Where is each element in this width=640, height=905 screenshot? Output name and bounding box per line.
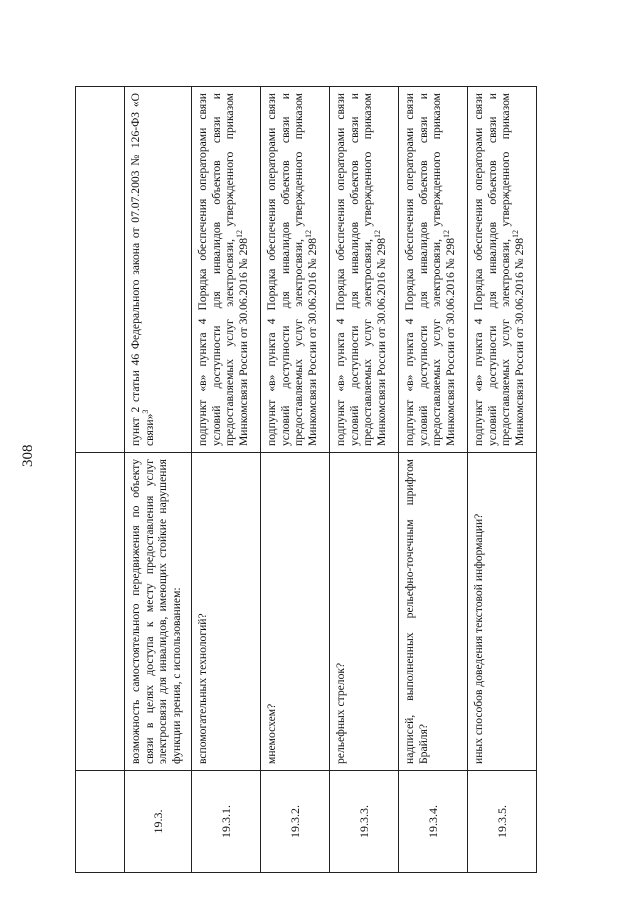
criterion-text: мнемосхем? — [261, 453, 330, 771]
reference-text — [261, 87, 330, 453]
criterion-text — [76, 453, 125, 771]
reference-body: подпункт «в» пункта 4 Порядка обеспечения операторами связи условий доступности для инвалидов объектов связи и предоставляемых услуг электросвязи, утвержденного приказом Минкомсвязи России от 30.06.2016 № 298 — [472, 93, 527, 446]
reference-text — [399, 87, 468, 453]
reference-body: подпункт «в» пункта 4 Порядка обеспечения операторами связи условий доступности для инвалидов объектов связи и предоставляемых услуг электросвязи, утвержденного приказом Минкомсвязи России от 30.06.2016 № 298 — [265, 93, 320, 446]
table-row — [261, 87, 330, 873]
reference-body: подпункт «в» пункта 4 Порядка обеспечения операторами связи условий доступности для инвалидов объектов связи и предоставляемых услуг электросвязи, утвержденного приказом Минкомсвязи России от 30.06.2016 № 298 — [334, 93, 389, 446]
table-row — [76, 87, 125, 873]
criterion-text: рельефных стрелок? — [330, 453, 399, 771]
item-number: 19.3.2. — [261, 771, 330, 873]
criterion-text: возможность самостоятельного передвижения по объекту связи в целях доступа к месту предоставления услуг электросвязи для инвалидов, имеющих стойкие нарушения функции зрения, с использованием: — [125, 453, 192, 771]
table-row — [330, 87, 399, 873]
item-number: 19.3.3. — [330, 771, 399, 873]
item-number: 19.3.4. — [399, 771, 468, 873]
table-row — [125, 87, 192, 873]
footnote-ref: 12 — [373, 229, 383, 238]
footnote-ref: 12 — [442, 229, 452, 238]
footnote-ref: 3 — [140, 409, 150, 414]
checklist-table — [75, 86, 537, 873]
page-number: 308 — [20, 444, 36, 467]
reference-body: подпункт «в» пункта 4 Порядка обеспечения операторами связи условий доступности для инвалидов объектов связи и предоставляемых услуг электросвязи, утвержденного приказом Минкомсвязи России от 30.06.2016 № 298 — [403, 93, 458, 446]
footnote-ref: 12 — [511, 229, 521, 238]
item-number: 19.3. — [125, 771, 192, 873]
criterion-text: надписей, выполненных рельефно-точечным шрифтом Брайля? — [399, 453, 468, 771]
table-row — [192, 87, 261, 873]
item-number: 19.3.1. — [192, 771, 261, 873]
reference-text — [76, 87, 125, 453]
reference-text — [468, 87, 537, 453]
footnote-ref: 12 — [304, 229, 314, 238]
reference-text — [330, 87, 399, 453]
reference-body: подпункт «в» пункта 4 Порядка обеспечения операторами связи условий доступности для инвалидов объектов связи и предоставляемых услуг электросвязи, утвержденного приказом Минкомсвязи России от 30.06.2016 № 298 — [196, 93, 251, 446]
reference-text — [125, 87, 192, 453]
reference-text — [192, 87, 261, 453]
table-row — [468, 87, 537, 873]
criterion-text: иных способов доведения текстовой информации? — [468, 453, 537, 771]
table-row — [399, 87, 468, 873]
item-number — [76, 771, 125, 873]
reference-body: пункт 2 статьи 46 Федерального закона от 07.07.2003 № 126-ФЗ «О связи» — [129, 93, 156, 446]
criterion-text: вспомогательных технологий? — [192, 453, 261, 771]
footnote-ref: 12 — [235, 229, 245, 238]
item-number: 19.3.5. — [468, 771, 537, 873]
